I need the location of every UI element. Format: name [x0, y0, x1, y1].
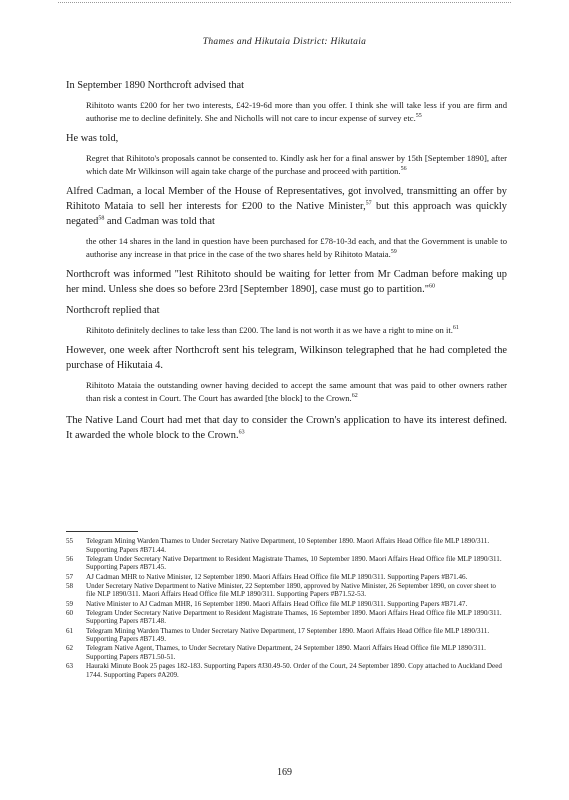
footnotes: [66, 537, 507, 680]
page-number: 169: [277, 767, 292, 778]
footnote-56: 56 Telegram Under Secretary Native Department to Resident Magistrate Thames, 10 September 1890. Maori Affairs Head Office file MLP 1890/311. Supporting Papers #B71.45.: [66, 554, 502, 572]
footnote-55: 55 Telegram Mining Warden Thames to Under Secretary Native Department, 10 September 1890. Maori Affairs Head Office file MLP 1890/311. Supporting Papers #B71.44.: [66, 537, 490, 554]
footnote-57: 57 AJ Cadman MHR to Native Minister, 12 September 1890. Maori Affairs Head Office file MLP 1890/311. Supporting Papers #B71.46.: [66, 572, 468, 581]
top-edge-rule: [58, 2, 511, 3]
running-head: Thames and Hikutaia District: Hikutaia: [202, 37, 367, 47]
footnote-ref-59[interactable]: 59: [390, 249, 397, 256]
footnote-ref-60[interactable]: 60: [428, 283, 435, 290]
paragraph-2: He was told,: [66, 133, 119, 144]
footnote-ref-55[interactable]: 55: [415, 113, 422, 120]
paragraph-4: Northcroft was informed "lest Rihitoto should be waiting for letter from Mr Cadman before making up her mind. Unless she does so before 23rd [September 1890], case must go to partition."$^{60}$: [66, 269, 507, 295]
footnote-ref-61[interactable]: 61: [452, 325, 459, 332]
quote-3: the other 14 shares in the land in question have been purchased for £78-10-3d each, and that the Government is unable to authorise any increase in that price in the case of the two shares held by Rihitoto Mataia.$^{59}$: [86, 236, 507, 259]
footnote-58: 58 Under Secretary Native Department to Native Minister, 22 September 1890, approved by Native Minister, 26 September 1890, on cover sheet to file NLP 1890/311. Maori Affairs Head Office file MLP 1890/311. Supporting Papers #B71.52-53.: [66, 581, 496, 599]
footnote-63: 63 Hauraki Minute Book 25 pages 182-183. Supporting Papers #J30.49-50. Order of the Court, 24 September 1890. Copy attached to Auckland Deed 1744. Supporting Papers #A209.: [66, 662, 502, 679]
paragraph-5: Northcroft replied that: [66, 305, 160, 316]
paragraph-6: However, one week after Northcroft sent his telegram, Wilkinson telegraphed that he had completed the purchase of Hikutaia 4.: [66, 345, 507, 371]
footnote-separator: [66, 531, 138, 532]
footnote-62: 62 Telegram Native Agent, Thames, to Under Secretary Native Department, 24 September 1890. Maori Affairs Head Office file MLP 1890/311. Supporting Papers #B71.50-51.: [66, 644, 486, 661]
quote-2: Regret that Rihitoto's proposals cannot be consented to. Kindly ask her for a final answer by 15th [September 1890], after which date Mr Wilkinson will again take charge of the purchase and proceed with partition.$^{56}$: [86, 153, 507, 176]
quote-4: Rihitoto definitely declines to take less than £200. The land is not worth it as we have a right to mine on it.$^{61}$: [86, 325, 459, 335]
footnote-61: 61 Telegram Mining Warden Thames to Under Secretary Native Department, 17 September 1890. Maori Affairs Head Office file MLP 1890/311. Supporting Papers #B71.49.: [66, 626, 490, 644]
paragraph-7: The Native Land Court had met that day to consider the Crown's application to have its interest defined. It awarded the whole block to the Crown.$^{63}$: [66, 415, 507, 441]
quote-5: Rihitoto Mataia the outstanding owner having decided to accept the same amount that was paid to other owners rather than risk a contest in Court. The Court has awarded [the block] to the Crown.$^{62}$: [86, 380, 507, 403]
footnote-ref-57[interactable]: 57: [365, 200, 372, 207]
footnote-ref-58[interactable]: 58: [98, 215, 105, 222]
footnote-59: 59 Native Minister to AJ Cadman MHR, 16 September 1890. Maori Affairs Head Office file MLP 1890/311. Supporting Papers #B71.47.: [66, 599, 468, 608]
footnote-ref-63[interactable]: 63: [238, 429, 245, 436]
quote-1: Rihitoto wants £200 for her two interests, £42-19-6d more than you offer. I think she will take less if you are firm and authorise me to decline definitely. She and Nicholls will not care to incur expense of survey etc.$^{55}$: [86, 100, 507, 123]
paragraph-3: Alfred Cadman, a local Member of the House of Representatives, got involved, transmitting an offer by Rihitoto Mataia to sell her interests for £200 to the Native Minister,$^{57}$ but this approach was quickly negated$^{58}$ and Cadman was told that: [66, 186, 507, 227]
footnote-60: 60 Telegram Under Secretary Native Department to Resident Magistrate Thames, 16 September 1890. Maori Affairs Head Office file MLP 1890/311. Supporting Papers #B71.48.: [66, 608, 502, 626]
footnote-ref-62[interactable]: 62: [351, 393, 358, 400]
footnote-ref-56[interactable]: 56: [400, 166, 407, 173]
body-text: [66, 78, 507, 449]
paragraph-1: In September 1890 Northcroft advised that: [66, 80, 245, 91]
